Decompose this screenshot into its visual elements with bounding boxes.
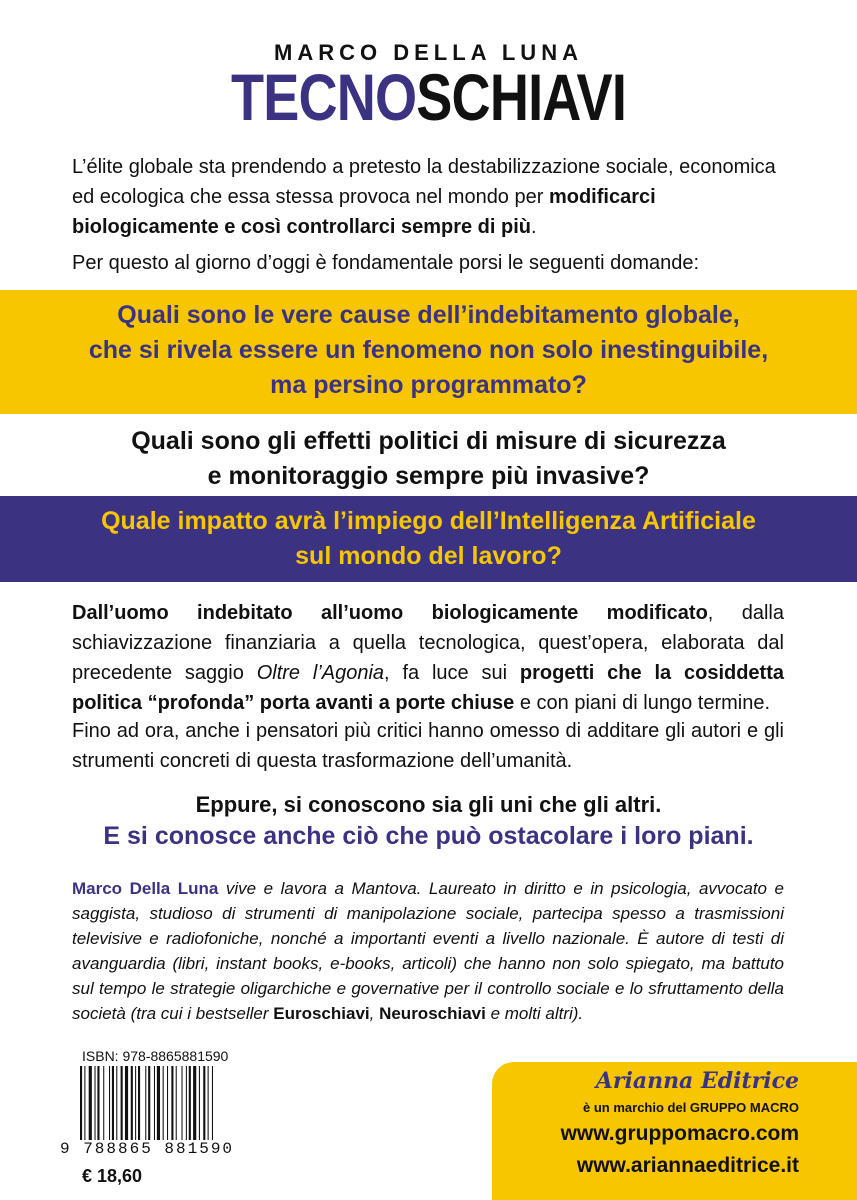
question-band-ai [0, 496, 857, 582]
bio-book-neuroschiavi: Neuroschiavi [379, 1004, 486, 1023]
body-paragraph [72, 598, 784, 718]
intro-end: . [531, 216, 537, 238]
publisher-logo: Arianna Editrice [595, 1068, 799, 1094]
bio-separator: , [369, 1004, 380, 1023]
publisher-website-2[interactable]: www.ariannaeditrice.it [576, 1154, 799, 1177]
bio-text-2: e molti altri). [485, 1004, 584, 1023]
title-part-tecno: TECNO [230, 60, 417, 134]
body-bold-2: progetti che la cosiddetta politica “profonda” porta avanti a porte chiuse [72, 662, 784, 714]
publisher-website-1[interactable]: www.gruppomacro.com [560, 1122, 799, 1145]
body-text-3: e con piani di lungo termine. [514, 692, 771, 714]
question-band-debt [0, 290, 857, 414]
body-bold-1: Dall’uomo indebitato all’uomo biologicamente modificato [72, 602, 708, 624]
title-part-schiavi: SCHIAVI [416, 60, 627, 134]
closing-line-2: E si conosce anche ciò che può ostacolare i loro piani. [103, 822, 754, 850]
questions-lead: Per questo al giorno d’oggi è fondamentale porsi le seguenti domande: [72, 252, 700, 274]
question-1-line-2: che si rivela essere un fenomeno non solo inestinguibile, [88, 336, 769, 364]
bio-book-euroschiavi: Euroschiavi [273, 1004, 370, 1023]
barcode-icon [80, 1066, 255, 1140]
publisher-subtitle: è un marchio del GRUPPO MACRO [583, 1100, 799, 1115]
bio-text-1: vive e lavora a Mantova. Laureato in diritto e in psicologia, avvocato e saggista, studioso di strumenti di manipolazione sociale, partecipa spesso a trasmissioni televisive e radiofoniche, nonché a importanti eventi a livello nazionale. È autore di testi di avanguardia (libri, instant books, e-books, articoli) che hanno non solo spiegato, ma battuto sul tempo le strategie oligarchiche e governative per il controllo sociale e lo sfruttamento della società (tra cui i bestseller [72, 879, 784, 1023]
body-text-1: , dalla schiavizzazione finanziaria a quella tecnologica, quest’opera, elaborata dal precedente saggio [72, 602, 784, 684]
question-2-line-2: e monitoraggio sempre più invasive? [207, 462, 650, 490]
intro-paragraph [72, 152, 784, 242]
question-3-line-1: Quale impatto avrà l’impiego dell’Intelligenza Artificiale [101, 507, 756, 535]
intro-text: L’élite globale sta prendendo a pretesto la destabilizzazione sociale, economica ed ecologica che essa stessa provoca nel mondo per [72, 156, 776, 208]
barcode-area [60, 1048, 260, 1188]
publisher-box [492, 1062, 857, 1200]
closing-line-1: Eppure, si conoscono sia gli uni che gli altri. [195, 792, 662, 817]
body-book-reference: Oltre l’Agonia [256, 662, 385, 684]
isbn-digits: 9 788865 881590 [60, 1140, 235, 1158]
question-1-line-1: Quali sono le vere cause dell’indebitamento globale, [117, 301, 740, 329]
critics-paragraph: Fino ad ora, anche i pensatori più critici hanno omesso di additare gli autori e gli strumenti concreti di questa trasformazione dell’umanità. [72, 720, 784, 772]
body-text-2: , fa luce sui [384, 662, 520, 684]
book-title [77, 60, 780, 134]
isbn-label: ISBN: 978-8865881590 [82, 1048, 229, 1064]
author-name: MARCO DELLA LUNA [274, 40, 583, 65]
price: € 18,60 [82, 1166, 143, 1186]
question-3-line-2: sul mondo del lavoro? [295, 542, 562, 570]
bio-author-name: Marco Della Luna [72, 879, 219, 898]
intro-bold: modificarci biologicamente e così controllarci sempre di più [72, 186, 656, 238]
question-1-line-3: ma persino programmato? [270, 371, 587, 399]
question-band-security [0, 418, 857, 496]
question-2-line-1: Quali sono gli effetti politici di misure di sicurezza [131, 427, 726, 455]
author-bio [72, 876, 784, 1026]
